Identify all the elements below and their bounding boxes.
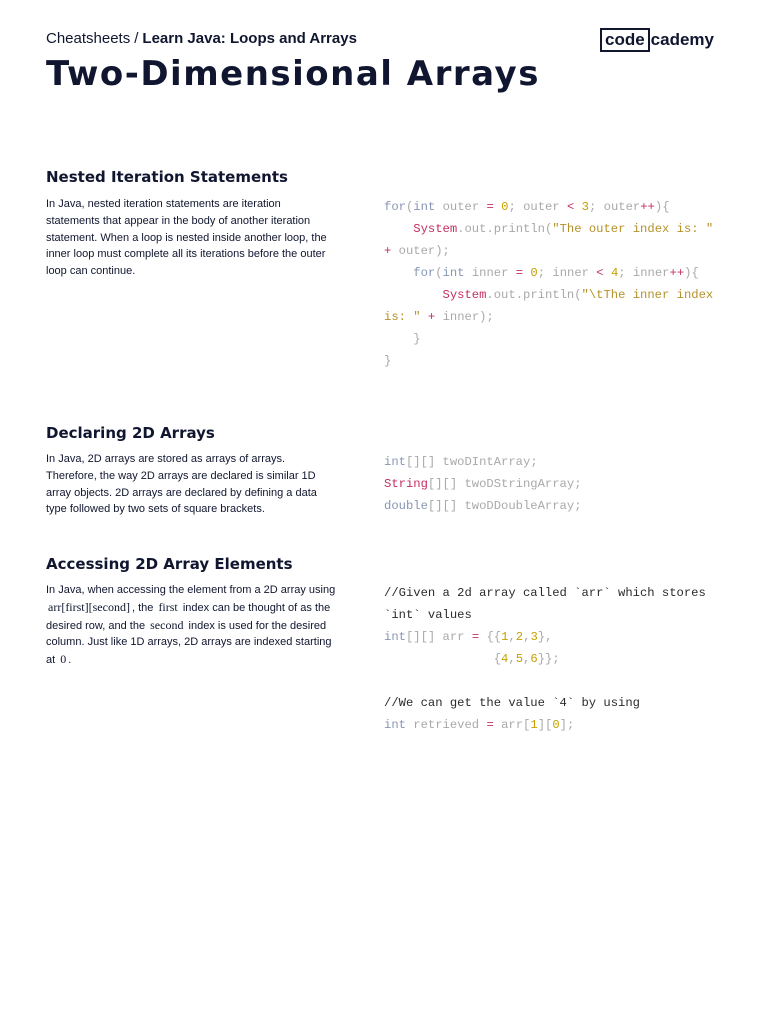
section-declaring-2d-arrays <box>46 424 722 516</box>
section-description: In Java, when accessing the element from a 2D array using arr[first][second] , the first index can be thought of as the desired row, and the second index is used for the desired column. Just like 1D arrays, 2D arrays are indexed starting at 0 . <box>46 584 336 667</box>
code-example-nested-loops: for(int outer = 0; outer < 3; outer++){ System.out.println("The outer index is: " + outer); for(int inner = 0; inner < 4; inner++){ System.out.println("\tThe inner index is: " + inner); } } <box>384 200 721 368</box>
code-example-declaring: int[][] twoDIntArray; String[][] twoDStringArray; double[][] twoDDoubleArray; <box>384 455 582 513</box>
inline-code: arr[first][second] <box>48 599 130 614</box>
logo-rest-text: cademy <box>650 30 714 49</box>
section-accessing-2d-elements <box>46 555 722 732</box>
page-header <box>46 28 714 98</box>
section-heading: Declaring 2D Arrays <box>46 424 215 442</box>
logo-box-text: code <box>600 28 650 52</box>
code-example-accessing: //Given a 2d array called `arr` which stores `int` values int[][] arr = {{1,2,3}, {4,5,6}}; //We can get the value `4` by using int retrieved = arr[1][0]; <box>384 586 714 732</box>
section-heading: Nested Iteration Statements <box>46 168 288 186</box>
section-nested-iteration <box>46 168 722 368</box>
inline-code: 0 <box>60 652 67 667</box>
breadcrumb-root-link[interactable]: Cheatsheets <box>46 30 131 47</box>
section-heading: Accessing 2D Array Elements <box>46 555 293 573</box>
inline-code: first <box>158 599 178 614</box>
breadcrumb-current[interactable]: Learn Java: Loops and Arrays <box>142 30 357 47</box>
breadcrumb <box>46 30 357 47</box>
breadcrumb-separator: / <box>134 30 139 47</box>
codecademy-logo[interactable] <box>600 28 714 52</box>
page-title: Two-Dimensional Arrays <box>46 54 540 94</box>
section-description: In Java, nested iteration statements are iteration statements that appear in the body of another iteration statement. When a loop is nested inside another loop, the inner loop must complete all its iterations before the outer loop can continue. <box>46 198 327 278</box>
inline-code: second <box>150 617 184 632</box>
section-description: In Java, 2D arrays are stored as arrays of arrays. Therefore, the way 2D arrays are declared is similar 1D array objects. 2D arrays are declared by defining a data type followed by two sets of square brackets. <box>46 453 317 516</box>
